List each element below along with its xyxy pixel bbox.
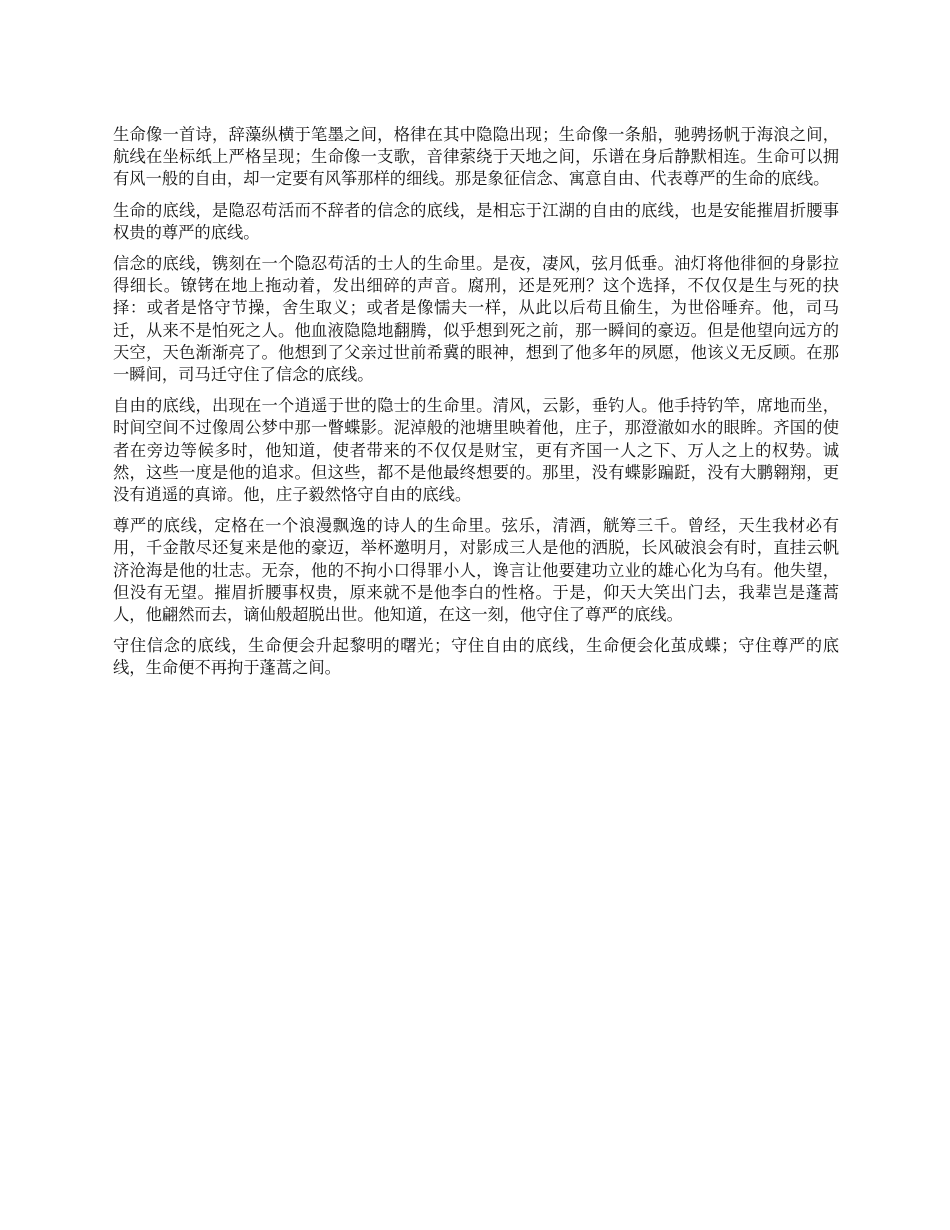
paragraph-intro: 生命像一首诗，辞藻纵横于笔墨之间，格律在其中隐隐出现；生命像一条船，驰骋扬帆于海浪之间，航线在坐标纸上严格呈现；生命像一支歌，音律萦绕于天地之间，乐谱在身后静默相连。生命可以拥有风一般的自由，却一定要有风筝那样的细线。那是象征信念、寓意自由、代表尊严的生命的底线。 xyxy=(113,125,839,189)
paragraph-dignity: 尊严的底线，定格在一个浪漫飘逸的诗人的生命里。弦乐，清酒，觥筹三千。曾经，天生我材必有用，千金散尽还复来是他的豪迈，举杯邀明月，对影成三人是他的洒脱，长风破浪会有时，直挂云帆济沧海是他的壮志。无奈，他的不拘小口得罪小人，谗言让他要建功立业的雄心化为乌有。他失望，但没有无望。摧眉折腰事权贵，原来就不是他李白的性格。于是，仰天大笑出门去，我辈岂是蓬蒿人，他翩然而去，谪仙般超脱出世。他知道，在这一刻，他守住了尊严的底线。 xyxy=(113,516,839,625)
paragraph-conclusion: 守住信念的底线，生命便会升起黎明的曙光；守住自由的底线，生命便会化茧成蝶；守住尊严的底线，生命便不再拘于蓬蒿之间。 xyxy=(113,636,839,678)
paragraph-freedom: 自由的底线，出现在一个逍遥于世的隐士的生命里。清风，云影，垂钓人。他手持钓竿，席地而坐，时间空间不过像周公梦中那一瞥蝶影。泥淖般的池塘里映着他，庄子，那澄澈如水的眼眸。齐国的使者在旁边等候多时，他知道，使者带来的不仅仅是财宝，更有齐国一人之下、万人之上的权势。诚然，这些一度是他的追求。但这些，都不是他最终想要的。那里，没有蝶影蹁跹，没有大鹏翱翔，更没有逍遥的真谛。他，庄子毅然恪守自由的底线。 xyxy=(113,396,839,505)
paragraph-belief: 信念的底线，镌刻在一个隐忍苟活的士人的生命里。是夜，凄风，弦月低垂。油灯将他徘徊的身影拉得细长。镣铐在地上拖动着，发出细碎的声音。腐刑，还是死刑？这个选择，不仅仅是生与死的抉择：或者是恪守节操，舍生取义；或者是像懦夫一样，从此以后苟且偷生，为世俗唾弃。他，司马迁，从来不是怕死之人。他血液隐隐地翻腾，似乎想到死之前，那一瞬间的豪迈。但是他望向远方的天空，天色渐渐亮了。他想到了父亲过世前希冀的眼神，想到了他多年的夙愿，他该义无反顾。在那一瞬间，司马迁守住了信念的底线。 xyxy=(113,254,839,385)
document-body xyxy=(113,124,839,689)
paragraph-thesis: 生命的底线，是隐忍苟活而不辞者的信念的底线，是相忘于江湖的自由的底线，也是安能摧眉折腰事权贵的尊严的底线。 xyxy=(113,200,839,242)
